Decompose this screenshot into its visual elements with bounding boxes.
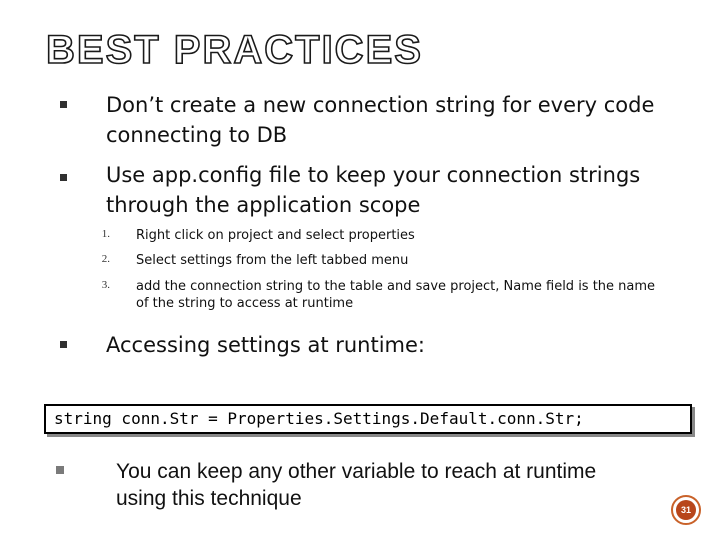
page-number: 31 bbox=[676, 500, 696, 520]
page-number-badge bbox=[671, 495, 701, 525]
square-bullet-icon bbox=[60, 341, 67, 348]
step-text: Right click on project and select properties bbox=[136, 228, 415, 243]
step-text: add the connection string to the table and save project, Name field is the name of the string to access at runtime bbox=[136, 279, 656, 311]
step-number: 2. bbox=[101, 253, 110, 265]
bullet-text: Accessing settings at runtime: bbox=[106, 333, 426, 357]
square-bullet-icon bbox=[60, 101, 67, 108]
note-text: You can keep any other variable to reach at runtime using this technique bbox=[116, 460, 597, 510]
bullet-text: Don’t create a new connection string for every code connecting to DB bbox=[106, 93, 655, 147]
slide-title: BEST PRACTICES bbox=[46, 28, 423, 72]
step-number: 3. bbox=[101, 279, 110, 291]
code-snippet-box bbox=[44, 404, 692, 434]
bullet-text: Use app.config file to keep your connection strings through the application scope bbox=[106, 163, 641, 217]
square-bullet-icon bbox=[60, 174, 67, 181]
code-snippet: string conn.Str = Properties.Settings.Default.conn.Str; bbox=[54, 409, 584, 428]
square-bullet-icon bbox=[56, 466, 64, 474]
step-number: 1. bbox=[101, 228, 110, 240]
step-text: Select settings from the left tabbed menu bbox=[136, 253, 409, 268]
